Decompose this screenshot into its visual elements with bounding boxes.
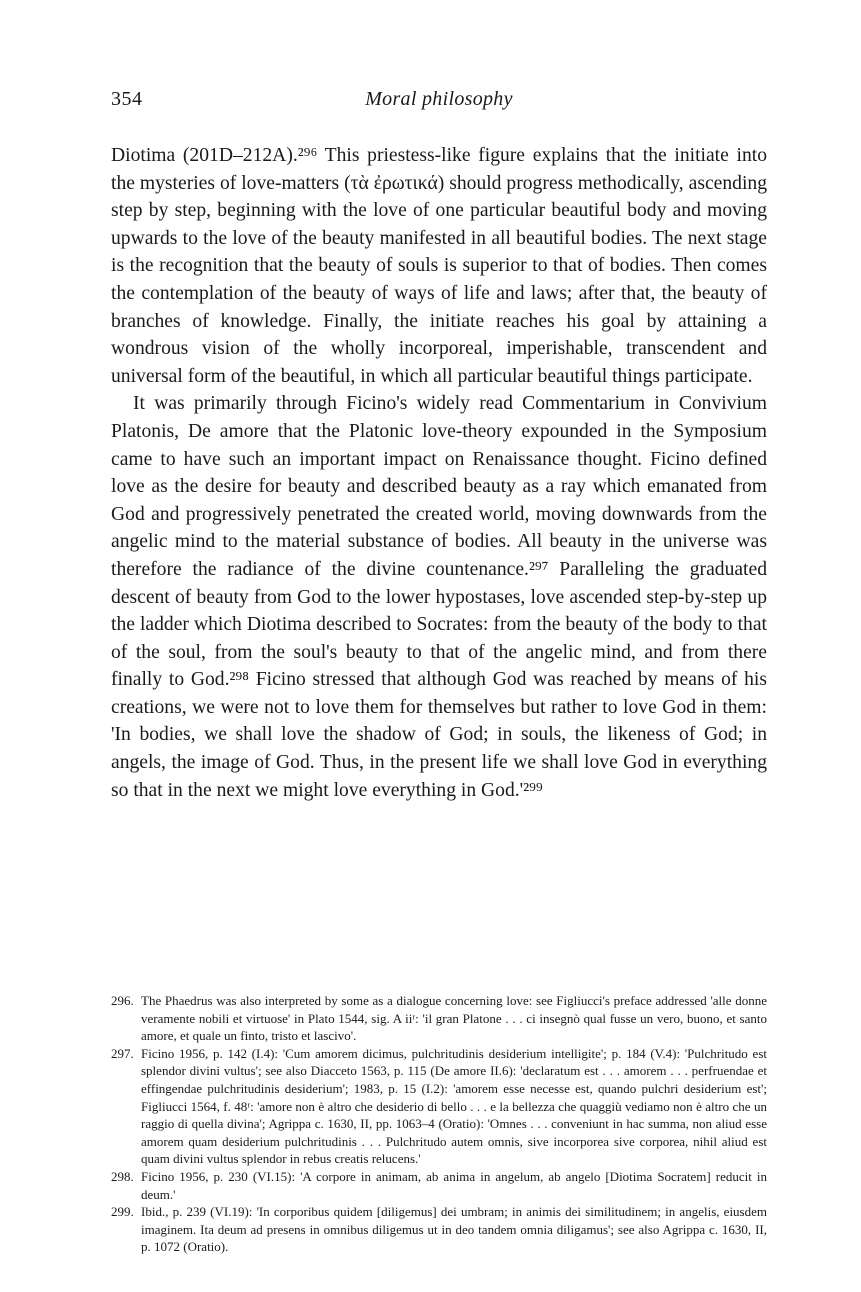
footnote-297: [111, 1045, 767, 1168]
footnote-text: Ficino 1956, p. 230 (VI.15): 'A corpore in animam, ab anima in angelum, ab angelo [Diotima Socratem] reducit in deum.': [141, 1168, 767, 1202]
paragraph-1: Diotima (201D–212A).²⁹⁶ This priestess-like figure explains that the initiate into the mysteries of love-matters (τὰ ἐρωτικά) should progress methodically, ascending step by step, beginning with the love of one particular beautiful body and moving upwards to the love of the beauty manifested in all beautiful bodies. The next stage is the recognition that the beauty of souls is superior to that of bodies. Then comes the contemplation of the beauty of ways of life and laws; after that, the beauty of branches of knowledge. Finally, the initiate reaches his goal by attaining a wondrous vision of the wholly incorporeal, imperishable, transcendent and universal form of the beautiful, in which all particular beautiful things participate.: [111, 145, 767, 387]
main-text: [111, 142, 767, 804]
footnote-299: [111, 1203, 767, 1256]
footnote-298: [111, 1168, 767, 1203]
footnote-number: 296.: [111, 993, 134, 1008]
footnote-text: Ficino 1956, p. 142 (I.4): 'Cum amorem dicimus, pulchritudinis desiderium intelligite'; p. 184 (V.4): 'Pulchritudo est splendor divini vultus'; see also Diacceto 1563, p. 115 (De amore II.6): 'declaratum est . . . amorem . . . perfruendae et effingendae pulchritudinis desiderium'; 1983, p. 15 (I.2): 'amorem esse necesse est, quando pulchri desiderium est'; Figliucci 1564, f. 48ʳ: 'amore non è altro che desiderio di bello . . . e la bellezza che quaggiù vediamo non è altro che un raggio di quella divina'; Agrippa c. 1630, II, pp. 1063–4 (Oratio): 'Omnes . . . conveniunt in hac summa, non aliud esse amorem quam desiderium pulchritudinis . . . Pulchritudo autem omnis, sive incorporea sive corporea, nihil aliud est quam divini vultus splendor in rebus creatis relucens.': [141, 1045, 767, 1167]
footnote-number: 297.: [111, 1045, 134, 1061]
footnotes: [111, 992, 767, 1256]
footnote-text: Ibid., p. 239 (VI.19): 'In corporibus quidem [diligemus] dei umbram; in animis dei similitudinem; in angelis, eiusdem imaginem. Ita deum ad presens in omnibus diligemus ut in deo tandem omnia diligamus'; see also Agrippa c. 1630, II, p. 1072 (Oratio).: [141, 1204, 767, 1255]
footnote-text: The Phaedrus was also interpreted by some as a dialogue concerning love: see Figliucci's preface addressed 'alle donne veramente nobili et virtuose' in Plato 1544, sig. A iiʳ: 'il gran Platone . . . ci insegnò qual fusse un vero, buono, et santo amore, et quale un finto, tristo et lascivo'.: [141, 993, 767, 1044]
footnote-296: [111, 992, 767, 1045]
footnote-number: 299.: [111, 1204, 134, 1220]
footnote-number: 298.: [111, 1168, 134, 1184]
page-header: [111, 88, 767, 120]
page-number: 354: [111, 88, 143, 110]
running-head: Moral philosophy: [365, 88, 513, 110]
paragraph-2: It was primarily through Ficino's widely read Commentarium in Convivium Platonis, De amore that the Platonic love-theory expounded in the Symposium came to have such an important impact on Renaissance thought. Ficino defined love as the desire for beauty and described beauty as a ray which emanated from God and progressively penetrated the created world, moving downwards from the angelic mind to the material substance of bodies. All beauty in the universe was therefore the radiance of the divine countenance.²⁹⁷ Paralleling the graduated descent of beauty from God to the lower hypostases, love ascended step-by-step up the ladder which Diotima described to Socrates: from the beauty of the body to that of the soul, from the soul's beauty to that of the angelic mind, and from there finally to God.²⁹⁸ Ficino stressed that although God was reached by means of his creations, we were not to love them for themselves but rather to love God in them: 'In bodies, we shall love the shadow of God; in souls, the likeness of God; in angels, the image of God. Thus, in the present life we shall love God in everything so that in the next we might love everything in God.'²⁹⁹: [111, 393, 767, 801]
